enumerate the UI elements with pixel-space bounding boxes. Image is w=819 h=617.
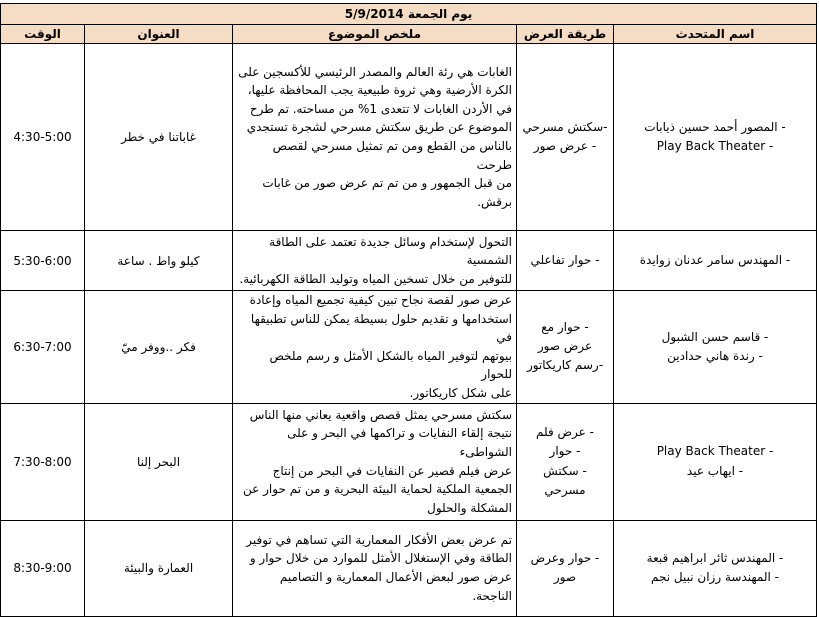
speaker-line: Play Back Theater - [656, 139, 774, 153]
table-row [1, 291, 817, 404]
speaker-line: - المهندسة رزان نبيل نجم [651, 570, 779, 585]
time-cell: 7:30-8:00 [1, 403, 85, 520]
summary-line: في الأردن الغابات لا تتعدى 1% من مساحته. تم طرح [249, 101, 512, 116]
summary-cell [233, 403, 517, 520]
speaker-cell [614, 403, 817, 520]
summary-line: عرض فيلم قصير عن النفايات في البحر من إنتاج [272, 463, 512, 478]
table-row [1, 44, 817, 231]
summary-line: المشكلة والحلول [427, 500, 512, 515]
method-line: - عرض صور [533, 139, 597, 153]
time-cell: 6:30-7:00 [1, 291, 85, 404]
summary-line: الغابات هي رئة العالم والمصدر الرئيسي للأكسجين على [238, 64, 512, 79]
summary-line: نتيجة إلقاء النفايات و تراكمها في البحر و على الشواطىء [287, 426, 512, 459]
speaker-line: - المهندس ثائر ابراهيم قبعة [646, 550, 784, 565]
method-line: - حوار وعرض [530, 550, 600, 565]
speaker-line: - المصور أحمد حسين ذيابات [644, 119, 786, 134]
session-title: البحر إلنا [85, 403, 233, 520]
method-line: -رسم كاريكاتور [526, 358, 604, 373]
summary-cell [233, 291, 517, 404]
speaker-line: - المهندس سامر عدنان زوايدة [639, 252, 791, 267]
speaker-line: - قاسم حسن الشبول [661, 329, 769, 344]
day-title: يوم الجمعة 5/9/2014 [1, 4, 817, 25]
summary-line: من قبل الجمهور و من تم تم عرض صور من غابات [262, 176, 512, 191]
summary-line: على شكل كاريكاتور. [409, 385, 512, 400]
method-cell [517, 291, 614, 404]
summary-line: التحول لإستخدام وسائل جديدة تعتمد على الطاقة الشمسية [269, 234, 512, 268]
summary-line: للتوفير من خلال تسخين المياه وتوليد الطاقة الكهربائية. [239, 271, 512, 286]
summary-line: عرض صور لبعض الأعمال المعمارية و التصاميم [279, 570, 512, 585]
method-line: - حوار [549, 444, 581, 459]
summary-line: استخدامها و تقديم حلول بسيطة يمكن للناس تطبيقها في [250, 311, 512, 345]
method-line: - عرض فلم [536, 425, 594, 440]
method-cell [517, 44, 614, 231]
summary-cell [233, 520, 517, 616]
summary-line: الكرة الأرضية وهي ثروة طبيعية يجب المحافظة عليها، [247, 83, 512, 98]
summary-line: عرض صور لقصة نجاح تبين كيفية تجميع المياه وإعادة [249, 293, 512, 307]
header-method: طريقة العرض [517, 25, 614, 44]
session-title: فكر ..ووفر ميّ [85, 291, 233, 404]
session-title: كيلو واط . ساعة [85, 231, 233, 291]
summary-cell [233, 231, 517, 291]
method-cell [517, 520, 614, 616]
session-title: غاباتنا في خطر [85, 44, 233, 231]
method-line: عرض صور [537, 339, 593, 354]
method-line: -سكتش مسرحي [522, 119, 608, 134]
summary-line: تم عرض بعض الأفكار المعمارية التي تساهم في توفير [246, 532, 512, 547]
summary-line: الجمعية الملكية لحماية البيئة البحرية و من تم حوار عن [243, 482, 512, 497]
session-title: العمارة والبيئة [85, 520, 233, 616]
header-time: الوقت [1, 25, 85, 44]
summary-line: برقش. [477, 194, 512, 209]
speaker-line: - ايهاب عيد [686, 463, 744, 478]
method-cell [517, 231, 614, 291]
header-title: العنوان [85, 25, 233, 44]
title-row [1, 4, 817, 25]
header-row [1, 25, 817, 44]
speaker-cell [614, 231, 817, 291]
time-cell: 8:30-9:00 [1, 520, 85, 616]
speaker-line: - رندة هاني حدادين [667, 348, 763, 363]
method-line: - سكتش مسرحي [543, 463, 587, 497]
header-speaker: اسم المتحدث [614, 25, 817, 44]
method-cell [517, 403, 614, 520]
summary-line: الطاقة وفي الإستغلال الأمثل للموارد من خلال حوار و [249, 551, 512, 566]
time-cell: 4:30-5:00 [1, 44, 85, 231]
table-row [1, 520, 817, 616]
method-line: صور [553, 570, 577, 585]
header-summary: ملخص الموضوع [233, 25, 517, 44]
summary-line: الموضوع عن طريق سكتش مسرحي لشجرة تستجدي [246, 120, 512, 135]
speaker-cell [614, 520, 817, 616]
summary-line: الناجحة. [472, 588, 512, 603]
table-row [1, 231, 817, 291]
table-row [1, 403, 817, 520]
schedule-table [0, 3, 817, 617]
summary-line: بالناس من القطع ومن تم تمثيل مسرحي لقصص طرحت [272, 139, 512, 172]
summary-line: سكتش مسرحي يمثل قصص واقعية يعاني منها الناس [249, 407, 512, 422]
time-cell: 5:30-6:00 [1, 231, 85, 291]
speaker-cell [614, 44, 817, 231]
summary-line: بيوتهم لتوفير المياه بالشكل الأمثل و رسم ملخص للحوار [269, 348, 512, 382]
speaker-cell [614, 291, 817, 404]
method-line: - حوار مع [541, 320, 589, 334]
method-line: - حوار تفاعلي [530, 252, 600, 267]
summary-cell [233, 44, 517, 231]
speaker-line: Play Back Theater - [656, 444, 774, 459]
